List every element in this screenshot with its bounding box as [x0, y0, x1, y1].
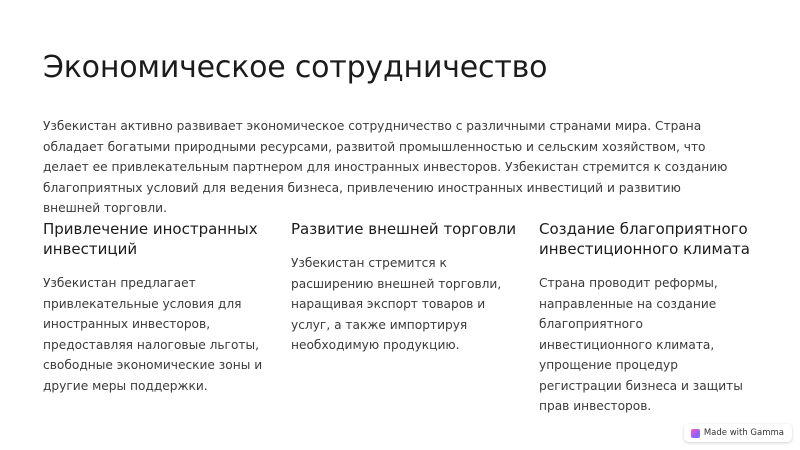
column-heading: Создание благоприятного инвестиционного климата [539, 220, 750, 258]
column-body: Узбекистан предлагает привлекательные условия для иностранных инвесторов, предоставляя налоговые льготы, свободные экономические зоны и другие меры поддержки. [43, 276, 263, 393]
column-investment-climate [539, 219, 767, 417]
badge-label: Made with Gamma [703, 428, 784, 438]
column-heading: Развитие внешней торговли [291, 220, 517, 238]
gamma-logo-icon [691, 429, 700, 438]
column-body: Страна проводит реформы, направленные на создание благоприятного инвестиционного климата, упрощение процедур регистрации бизнеса и защиты прав инвесторов. [539, 276, 743, 413]
intro-paragraph: Узбекистан активно развивает экономическое сотрудничество с различными странами мира. Страна обладает богатыми природными ресурсами, развитой промышленностью и сельским хозяйством, что делает ее привлекательным партнером для иностранных инвесторов. Узбекистан стремится к созданию благоприятных условий для ведения бизнеса, привлечению иностранных инвестиций и развитию внешней торговли. [43, 119, 728, 215]
column-body: Узбекистан стремится к расширению внешней торговли, наращивая экспорт товаров и услуг, а также импортируя необходимую продукцию. [291, 256, 502, 352]
page-title: Экономическое сотрудничество [43, 50, 548, 85]
column-foreign-investment [43, 219, 271, 396]
column-foreign-trade [291, 219, 519, 356]
made-with-gamma-badge[interactable] [684, 424, 792, 442]
column-heading: Привлечение иностранных инвестиций [43, 220, 258, 258]
